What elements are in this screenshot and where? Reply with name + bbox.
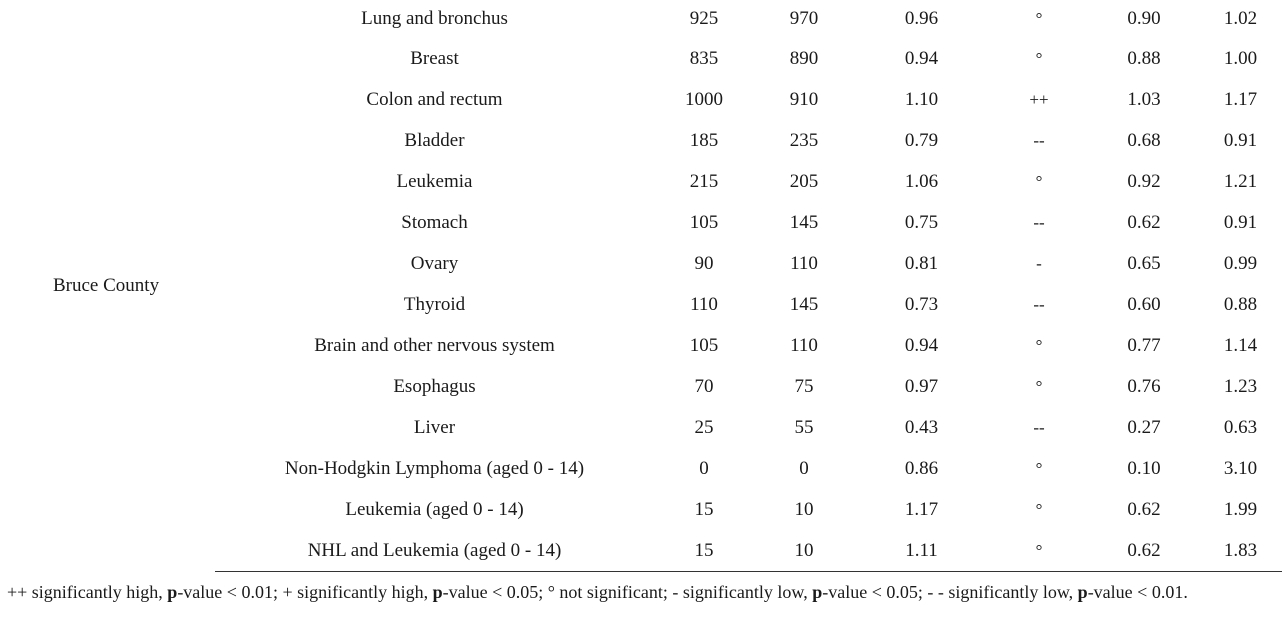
ci-lower-cell: 0.77 [1127,334,1161,356]
site-name-cell: Breast [410,47,459,69]
table-footnote [7,580,1279,604]
expected-cell: 205 [789,170,819,192]
site-name-cell: Esophagus [393,375,476,397]
ci-lower-cell: 0.68 [1127,129,1161,151]
footnote-p-4: p [1077,582,1088,602]
site-name-cell: Ovary [410,252,459,274]
footnote-p-2: p [432,582,443,602]
ci-lower-cell: 0.62 [1127,211,1161,233]
ci-upper-cell: 1.17 [1223,88,1258,110]
expected-cell: 10 [794,498,814,520]
observed-cell: 105 [689,334,719,356]
ci-lower-cell: 0.92 [1127,170,1161,192]
ci-lower-cell: 0.88 [1127,47,1161,69]
expected-cell: 55 [794,416,814,438]
footnote-text-5: -value < 0.01. [1087,582,1188,602]
ci-upper-cell: 1.21 [1223,170,1258,192]
footnote-p-1: p [167,582,178,602]
observed-cell: 185 [689,129,719,151]
significance-cell: -- [1033,417,1045,437]
ci-lower-cell: 0.62 [1089,530,1199,572]
significance-cell: ° [1035,48,1043,68]
table-row [0,0,1282,38]
ci-lower-cell: 0.27 [1127,416,1161,438]
expected-cell: 145 [789,293,819,315]
observed-cell: 1000 [685,88,723,110]
expected-cell: 110 [790,252,818,274]
observed-cell: 25 [694,416,714,438]
ci-upper-cell: 3.10 [1223,457,1258,479]
expected-cell: 10 [754,530,854,572]
expected-cell: 970 [789,8,819,29]
ci-upper-cell: 1.83 [1199,530,1282,572]
ci-upper-cell: 1.02 [1223,8,1258,29]
expected-cell: 145 [789,211,819,233]
significance-cell: ° [1035,335,1043,355]
site-name-cell: Brain and other nervous system [314,334,555,356]
sir-cell: 0.75 [904,211,939,233]
footnote-text-4: -value < 0.05; - - significantly low, [822,582,1078,602]
sir-cell: 0.94 [904,334,939,356]
significance-cell: -- [1033,294,1045,314]
sir-cell: 0.96 [904,8,939,29]
significance-cell: ++ [1029,89,1049,109]
ci-upper-cell: 1.14 [1223,334,1258,356]
footnote-text-1: ++ significantly high, [7,582,168,602]
ci-lower-cell: 0.60 [1127,293,1161,315]
site-name-cell: Colon and rectum [366,88,503,110]
ci-lower-cell: 0.65 [1127,252,1161,274]
expected-cell: 890 [789,47,819,69]
ci-upper-cell: 0.99 [1223,252,1258,274]
ci-lower-cell: 0.76 [1127,375,1161,397]
significance-cell: ° [1035,9,1043,28]
ci-lower-cell: 0.90 [1127,8,1161,29]
ci-upper-cell: 0.63 [1223,416,1258,438]
significance-cell: ° [989,530,1089,572]
expected-cell: 75 [794,375,814,397]
site-name-cell: Leukemia [396,170,473,192]
sir-cell: 0.73 [904,293,939,315]
ci-lower-cell: 0.62 [1127,498,1161,520]
site-name-cell: Lung and bronchus [361,8,508,29]
sir-cell: 0.79 [904,129,939,151]
significance-cell: ° [1035,376,1043,396]
significance-cell: ° [1035,171,1043,191]
significance-cell: ° [1035,499,1043,519]
observed-cell: 70 [694,375,714,397]
observed-cell: 925 [689,8,719,29]
ci-upper-cell: 0.88 [1223,293,1258,315]
observed-cell: 835 [689,47,719,69]
observed-cell: 0 [699,457,709,479]
expected-cell: 910 [789,88,819,110]
site-name-cell: Liver [413,416,456,438]
ci-upper-cell: 1.99 [1223,498,1258,520]
expected-cell: 235 [789,129,819,151]
expected-cell: 110 [790,334,818,356]
sir-cell: 1.11 [854,530,989,572]
observed-cell: 15 [694,498,714,520]
footnote-text-2: -value < 0.01; + significantly high, [177,582,433,602]
observed-cell: 15 [654,530,754,572]
observed-cell: 90 [694,252,714,274]
site-name-cell: Thyroid [403,293,466,315]
significance-cell: - [1036,253,1042,273]
site-name-cell: Leukemia (aged 0 - 14) [345,498,524,520]
observed-cell: 215 [689,170,719,192]
significance-cell: -- [1033,212,1045,232]
sir-cell: 0.43 [904,416,939,438]
site-name-cell: Non-Hodgkin Lymphoma (aged 0 - 14) [284,457,585,479]
significance-cell: ° [1035,458,1043,478]
site-name-cell: Bladder [404,129,465,151]
sir-cell: 1.10 [904,88,939,110]
footnote-text-3: -value < 0.05; ° not significant; - significantly low, [442,582,813,602]
sir-cell: 0.94 [904,47,939,69]
region-cell: Bruce County [53,274,160,296]
sir-cell: 1.17 [904,498,939,520]
ci-lower-cell: 0.10 [1127,457,1161,479]
ci-upper-cell: 0.91 [1223,211,1258,233]
ci-upper-cell: 0.91 [1223,129,1258,151]
sir-cell: 0.97 [904,375,939,397]
ci-upper-cell: 1.00 [1223,47,1258,69]
footnote-p-3: p [812,582,823,602]
site-name-cell: Stomach [401,211,468,233]
expected-cell: 0 [799,457,809,479]
observed-cell: 110 [690,293,718,315]
ci-upper-cell: 1.23 [1223,375,1258,397]
sir-cell: 0.81 [904,252,939,274]
sir-cell: 1.06 [904,170,939,192]
sir-cell: 0.86 [904,457,939,479]
site-name-cell: NHL and Leukemia (aged 0 - 14) [215,530,654,572]
observed-cell: 105 [689,211,719,233]
ci-lower-cell: 1.03 [1127,88,1161,110]
significance-cell: -- [1033,130,1045,150]
